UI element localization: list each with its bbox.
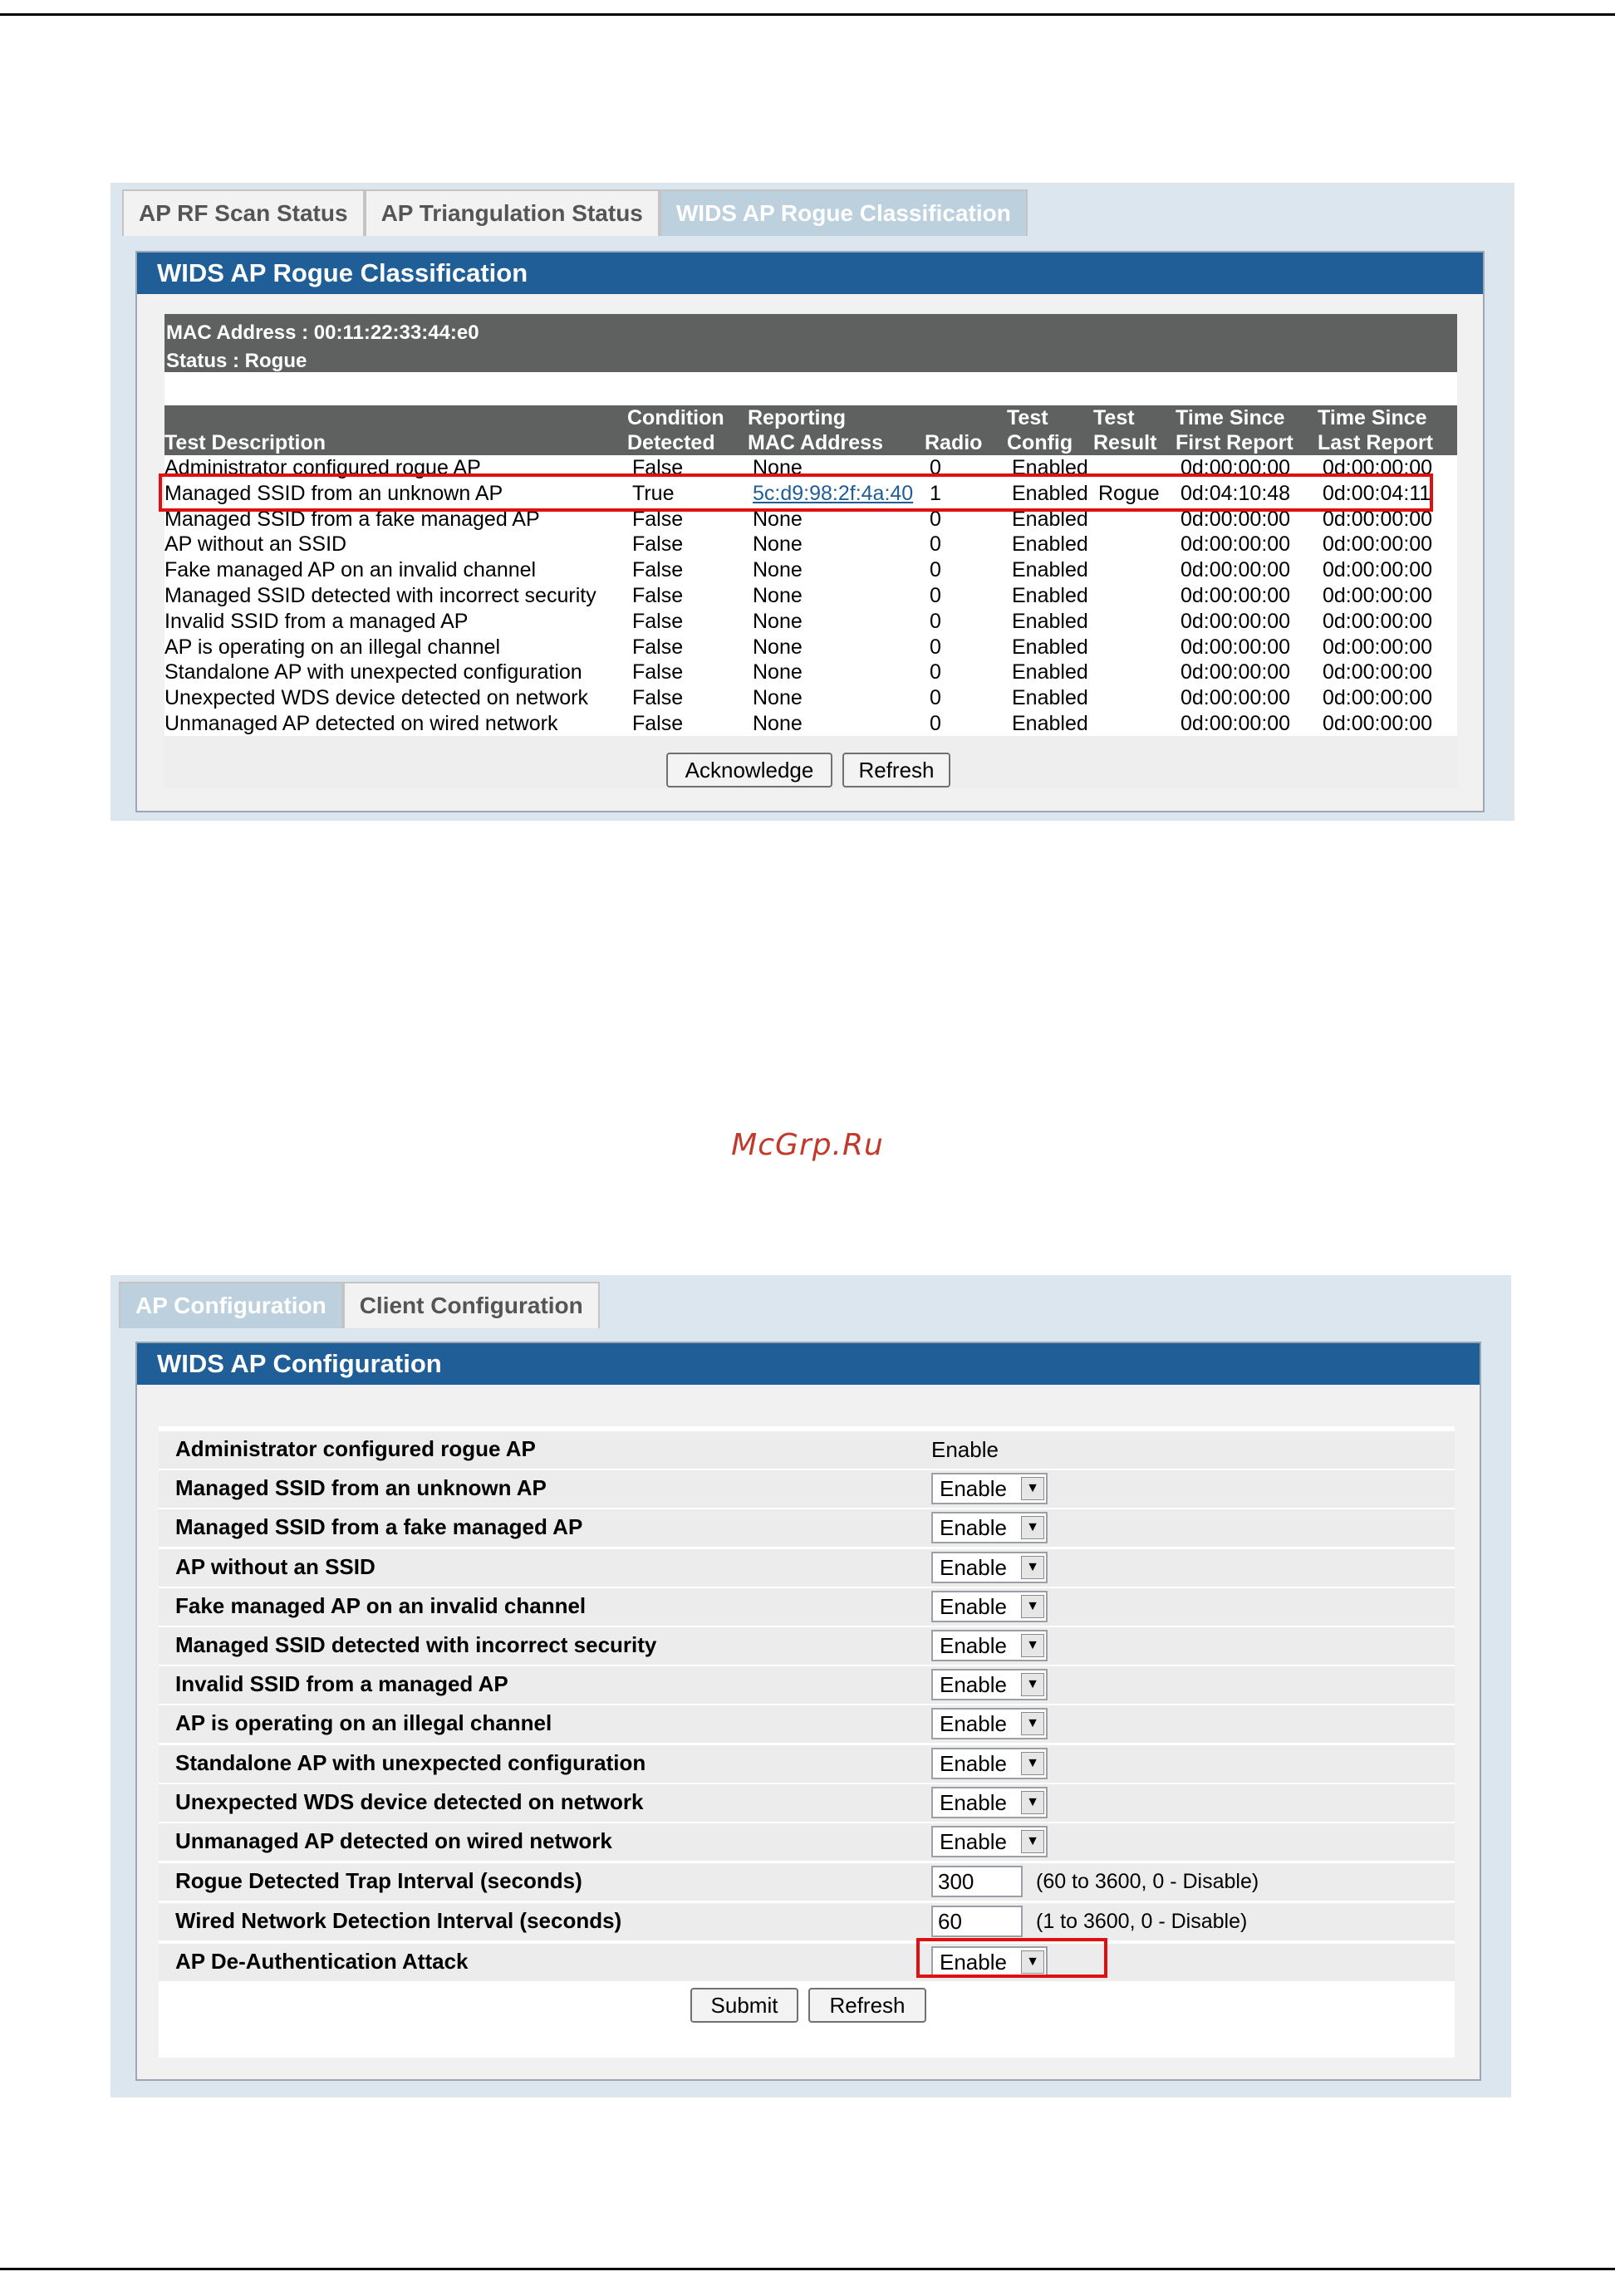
table-row — [164, 481, 1457, 507]
table-cell: Unmanaged AP detected on wired network — [164, 712, 558, 735]
table-cell: Enabled — [1012, 686, 1088, 710]
config-row — [159, 1903, 1455, 1940]
chevron-down-icon[interactable]: ▼ — [1021, 1556, 1044, 1579]
table-cell: 0d:00:00:00 — [1181, 686, 1291, 710]
interval-input[interactable]: 300 — [931, 1866, 1023, 1897]
column-header — [1093, 405, 1156, 455]
config-row-label: Standalone AP with unexpected configuration — [175, 1750, 646, 1775]
config-refresh-button[interactable]: Refresh — [808, 1988, 926, 2023]
enable-select[interactable] — [931, 1946, 1048, 1978]
table-cell: Enabled — [1012, 660, 1088, 684]
table-cell: None — [753, 712, 803, 735]
table-cell: Enabled — [1012, 481, 1088, 505]
table-cell: 0 — [930, 686, 941, 710]
table-cell: Enabled — [1012, 609, 1088, 633]
table-cell: False — [632, 507, 684, 531]
mac-address-label: MAC Address : 00:11:22:33:44:e0 — [166, 321, 479, 344]
config-row — [159, 1705, 1455, 1743]
chevron-down-icon[interactable]: ▼ — [1021, 1477, 1044, 1500]
table-cell: False — [632, 712, 684, 735]
table-cell: False — [632, 456, 684, 479]
chevron-down-icon[interactable]: ▼ — [1021, 1830, 1044, 1853]
chevron-down-icon[interactable]: ▼ — [1021, 1595, 1044, 1618]
enable-select[interactable] — [931, 1591, 1048, 1622]
table-cell: None — [753, 660, 803, 684]
table-cell: 0d:00:00:00 — [1181, 609, 1291, 633]
config-row-label: Administrator configured rogue AP — [175, 1436, 536, 1461]
config-row — [159, 1745, 1455, 1783]
table-header — [164, 405, 1457, 455]
chevron-down-icon[interactable]: ▼ — [1021, 1791, 1044, 1814]
table-cell: Enabled — [1012, 532, 1088, 557]
chevron-down-icon[interactable]: ▼ — [1021, 1950, 1044, 1974]
column-header-line: Test Description — [164, 431, 326, 454]
table-cell: Standalone AP with unexpected configuration — [164, 660, 582, 684]
select-value: Enable — [940, 1633, 1007, 1658]
config-row-label: AP De-Authentication Attack — [175, 1949, 469, 1974]
table-cell: Managed SSID from an unknown AP — [164, 481, 503, 505]
config-row — [159, 1784, 1455, 1822]
column-header-line: Result — [1093, 431, 1157, 454]
config-row-label: Managed SSID from a fake managed AP — [175, 1514, 583, 1539]
column-header — [627, 405, 724, 455]
table-cell: AP is operating on an illegal channel — [164, 635, 500, 659]
table-row — [164, 583, 1457, 609]
config-row-label: Invalid SSID from a managed AP — [175, 1671, 508, 1696]
interval-input[interactable]: 60 — [931, 1906, 1023, 1937]
config-row-label: Managed SSID from an unknown AP — [175, 1475, 547, 1500]
enable-select[interactable] — [931, 1826, 1048, 1857]
table-cell: 0d:00:00:00 — [1323, 660, 1433, 684]
column-header-line: Time Since — [1318, 406, 1427, 429]
table-row — [164, 532, 1457, 557]
rogue-info-bar — [164, 314, 1457, 372]
table-cell: 0d:00:00:00 — [1181, 558, 1291, 582]
table-cell: Enabled — [1012, 635, 1088, 659]
tab-ap-triangulation-status[interactable]: AP Triangulation Status — [365, 189, 660, 236]
config-row — [159, 1944, 1455, 1981]
column-header-line: Test — [1093, 406, 1135, 429]
config-row-label: Rogue Detected Trap Interval (seconds) — [175, 1868, 582, 1893]
config-row-label: Fake managed AP on an invalid channel — [175, 1593, 587, 1618]
chevron-down-icon[interactable]: ▼ — [1021, 1516, 1044, 1539]
table-row — [164, 557, 1457, 583]
table-cell: False — [632, 532, 684, 557]
table-cell: 0d:00:00:00 — [1323, 456, 1433, 479]
table-cell: Enabled — [1012, 584, 1088, 607]
config-row — [159, 1549, 1455, 1587]
select-value: Enable — [940, 1555, 1007, 1580]
table-cell: AP without an SSID — [164, 532, 347, 557]
table-cell: Rogue — [1098, 481, 1160, 505]
table-row — [164, 685, 1457, 711]
column-header-line: Config — [1007, 431, 1073, 454]
rogue-classification-panel — [110, 183, 1514, 821]
table-cell: 0 — [930, 660, 941, 684]
table-cell: None — [753, 609, 803, 633]
table-cell: False — [632, 660, 684, 684]
status-label: Status : Rogue — [166, 350, 307, 372]
tab-ap-configuration[interactable]: AP Configuration — [119, 1282, 343, 1328]
table-cell: 0d:00:00:00 — [1323, 558, 1433, 582]
chevron-down-icon[interactable]: ▼ — [1021, 1634, 1044, 1657]
select-value: Enable — [940, 1515, 1007, 1540]
table-cell: Fake managed AP on an invalid channel — [164, 558, 537, 582]
acknowledge-button[interactable]: Acknowledge — [666, 753, 832, 787]
table-cell: False — [632, 635, 684, 659]
rogue-tabs — [122, 189, 1028, 236]
table-cell: True — [632, 481, 675, 505]
table-cell: 0d:00:00:00 — [1323, 609, 1433, 633]
chevron-down-icon[interactable]: ▼ — [1021, 1752, 1044, 1775]
table-cell: None — [753, 507, 803, 531]
table-row — [164, 711, 1457, 737]
range-hint: (1 to 3600, 0 - Disable) — [1036, 1910, 1248, 1933]
column-header-line: Radio — [925, 431, 983, 454]
select-value: Enable — [940, 1829, 1007, 1854]
config-row — [159, 1588, 1455, 1626]
top-rule — [0, 13, 1615, 16]
table-cell: False — [632, 686, 684, 710]
config-tabs — [119, 1282, 600, 1328]
table-cell: 0d:00:00:00 — [1323, 686, 1433, 710]
column-header-line — [925, 405, 982, 430]
column-header-line: Condition — [627, 406, 724, 429]
enable-select[interactable] — [931, 1473, 1048, 1504]
panel-title: WIDS AP Rogue Classification — [137, 253, 1483, 294]
config-row-label: Wired Network Detection Interval (seconds) — [175, 1908, 622, 1933]
column-header — [1176, 405, 1293, 455]
table-cell: 0 — [930, 584, 941, 607]
table-cell: 0d:00:00:00 — [1181, 584, 1291, 607]
rogue-content — [164, 314, 1457, 789]
static-value: Enable — [931, 1437, 999, 1462]
config-content — [159, 1426, 1455, 2058]
select-value: Enable — [940, 1950, 1007, 1975]
table-cell: 0 — [930, 507, 941, 531]
tab-client-configuration[interactable]: Client Configuration — [343, 1282, 600, 1328]
config-row — [159, 1431, 1455, 1469]
ap-configuration-panel — [110, 1275, 1511, 2097]
table-cell: 0d:00:00:00 — [1323, 635, 1433, 659]
column-header-line: Reporting — [748, 406, 847, 429]
table-cell: 0 — [930, 532, 941, 557]
column-header — [748, 405, 883, 455]
config-row-label: Unexpected WDS device detected on network — [175, 1789, 644, 1814]
table-cell: False — [632, 558, 684, 582]
table-row — [164, 609, 1457, 635]
column-header-line: Last Report — [1318, 431, 1433, 454]
chevron-down-icon[interactable]: ▼ — [1021, 1712, 1044, 1735]
tab-ap-rf-scan-status[interactable]: AP RF Scan Status — [122, 189, 365, 236]
table-cell: None — [753, 532, 803, 557]
table-cell: False — [632, 609, 684, 633]
table-cell: 0 — [930, 609, 941, 633]
column-header-line: First Report — [1176, 431, 1293, 454]
table-cell: 0d:00:00:00 — [1323, 532, 1433, 557]
column-header-line: Time Since — [1176, 406, 1285, 429]
table-cell: Enabled — [1012, 456, 1088, 479]
config-panel-title: WIDS AP Configuration — [137, 1343, 1480, 1385]
bottom-rule — [0, 2268, 1615, 2270]
select-value: Enable — [940, 1594, 1007, 1619]
table-cell: Enabled — [1012, 507, 1088, 531]
table-cell: 0d:00:00:00 — [1323, 584, 1433, 607]
table-cell: None — [753, 635, 803, 659]
chevron-down-icon[interactable]: ▼ — [1021, 1673, 1044, 1696]
table-cell: 0d:00:04:11 — [1323, 481, 1431, 505]
table-cell: False — [632, 584, 684, 607]
config-row — [159, 1470, 1455, 1508]
table-cell: 0d:00:00:00 — [1181, 507, 1291, 531]
column-header-line — [164, 405, 326, 430]
config-row — [159, 1666, 1455, 1704]
table-cell: 0d:00:00:00 — [1181, 532, 1291, 557]
submit-button[interactable]: Submit — [690, 1988, 798, 2023]
column-header — [164, 405, 326, 455]
watermark: McGrp.Ru — [731, 1128, 884, 1162]
select-value: Enable — [940, 1751, 1007, 1776]
select-value: Enable — [940, 1711, 1007, 1736]
column-header-line: Detected — [627, 431, 715, 454]
table-cell: None — [753, 584, 803, 607]
table-cell: 0 — [930, 712, 941, 735]
config-row-label: AP without an SSID — [175, 1554, 376, 1579]
config-row — [159, 1823, 1455, 1861]
table-cell: Managed SSID from a fake managed AP — [164, 507, 540, 531]
table-cell: 1 — [930, 481, 941, 505]
table-cell: 0 — [930, 456, 941, 479]
table-cell: 0d:00:00:00 — [1181, 712, 1291, 735]
config-row-label: Managed SSID detected with incorrect security — [175, 1632, 657, 1657]
column-header-line: Test — [1007, 406, 1048, 429]
table-cell: None — [753, 456, 803, 479]
config-row — [159, 1863, 1455, 1901]
table-row — [164, 635, 1457, 660]
enable-select[interactable] — [931, 1630, 1048, 1661]
enable-select[interactable] — [931, 1708, 1048, 1739]
table-row — [164, 507, 1457, 532]
config-row — [159, 1627, 1455, 1665]
table-cell: 0d:00:00:00 — [1181, 456, 1291, 479]
enable-select[interactable] — [931, 1552, 1048, 1583]
table-cell: Enabled — [1012, 712, 1088, 735]
config-row — [159, 1509, 1455, 1547]
table-cell: Managed SSID detected with incorrect security — [164, 584, 596, 607]
range-hint: (60 to 3600, 0 - Disable) — [1036, 1870, 1259, 1893]
table-cell: Invalid SSID from a managed AP — [164, 609, 469, 633]
table-cell: Enabled — [1012, 558, 1088, 582]
table-row — [164, 660, 1457, 685]
enable-select[interactable] — [931, 1748, 1048, 1779]
tab-wids-ap-rogue-classification[interactable]: WIDS AP Rogue Classification — [660, 189, 1028, 236]
table-cell: None — [753, 558, 803, 582]
table-cell: Unexpected WDS device detected on network — [164, 686, 588, 710]
select-value: Enable — [940, 1790, 1007, 1815]
enable-select[interactable] — [931, 1669, 1048, 1700]
reporting-mac-link[interactable]: 5c:d9:98:2f:4a:40 — [753, 481, 914, 505]
table-cell: 0 — [930, 558, 941, 582]
table-cell: None — [753, 686, 803, 710]
column-header — [1007, 405, 1073, 455]
table-cell: 0d:00:00:00 — [1181, 635, 1291, 659]
config-row-label: Unmanaged AP detected on wired network — [175, 1828, 612, 1853]
table-cell: 0 — [930, 635, 941, 659]
select-value: Enable — [940, 1672, 1007, 1697]
table-cell: Administrator configured rogue AP — [164, 456, 481, 479]
refresh-button[interactable]: Refresh — [842, 753, 950, 787]
column-header — [1318, 405, 1433, 455]
config-row-label: AP is operating on an illegal channel — [175, 1710, 552, 1735]
table-cell: 0d:00:00:00 — [1323, 507, 1433, 531]
enable-select[interactable] — [931, 1512, 1048, 1543]
table-cell: 0d:00:00:00 — [1323, 712, 1433, 735]
column-header — [925, 405, 982, 455]
table-cell: 0d:04:10:48 — [1181, 481, 1291, 505]
table-cell: 0d:00:00:00 — [1181, 660, 1291, 684]
column-header-line: MAC Address — [748, 431, 883, 454]
table-row — [164, 455, 1457, 481]
select-value: Enable — [940, 1476, 1007, 1501]
enable-select[interactable] — [931, 1787, 1048, 1818]
